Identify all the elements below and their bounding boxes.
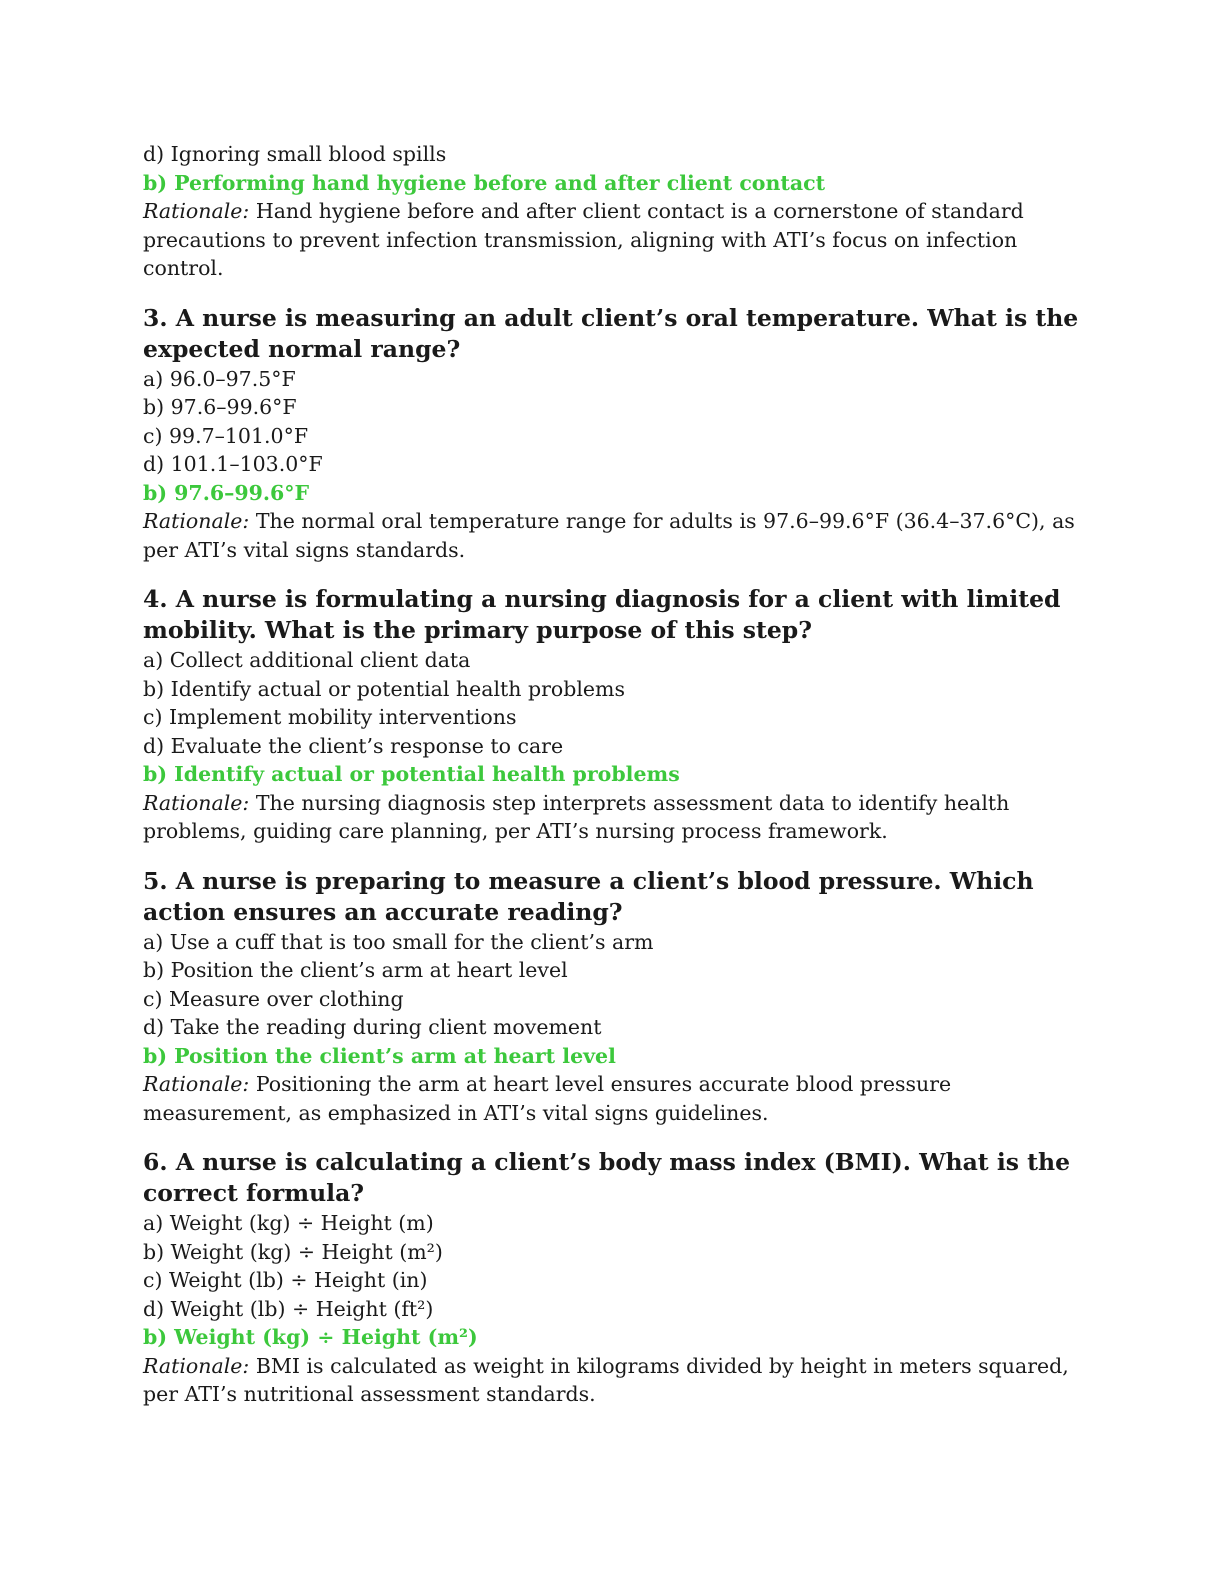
rationale-text: The nursing diagnosis step interprets assessment data to identify health problems, guiding care planning, per ATI’s nursing process framework. [143,790,1010,843]
option-item: b) Position the client’s arm at heart level [143,958,568,982]
option-item: d) Ignoring small blood spills [143,142,447,166]
question-text: 6. A nurse is calculating a client’s body mass index (BMI). What is the correct formula? [143,1148,1071,1207]
option-item: a) Weight (kg) ÷ Height (m) [143,1211,434,1235]
question-text: 3. A nurse is measuring an adult client’s oral temperature. What is the expected normal range? [143,303,1079,363]
rationale [143,789,1083,846]
correct-answer: b) Weight (kg) ÷ Height (m²) [143,1325,478,1349]
option-item: c) Weight (lb) ÷ Height (in) [143,1268,428,1292]
rationale-label: Rationale: [143,199,250,223]
correct-answer: b) Performing hand hygiene before and after client contact [143,170,826,195]
rationale-text: The normal oral temperature range for adults is 97.6–99.6°F (36.4–37.6°C), as per ATI’s vital signs standards. [143,509,1075,562]
option-item: b) Identify actual or potential health problems [143,676,626,701]
option-item: c) Measure over clothing [143,986,404,1011]
option-item: a) Use a cuff that is too small for the client’s arm [143,929,654,954]
rationale-label: Rationale: [143,509,250,533]
option-item: d) Take the reading during client movement [143,1015,602,1039]
question-text: 5. A nurse is preparing to measure a client’s blood pressure. Which action ensures an accurate reading? [143,866,1034,926]
rationale [143,1070,1083,1127]
rationale-label: Rationale: [143,790,250,815]
option-item: a) Collect additional client data [143,648,471,672]
question-block-3 [143,303,1083,565]
question-block-5 [143,866,1083,1128]
rationale [143,507,1083,564]
rationale-text: Positioning the arm at heart level ensures accurate blood pressure measurement, as emphasized in ATI’s vital signs guidelines. [143,1072,952,1125]
document-page [143,140,1083,1409]
correct-answer: b) Position the client’s arm at heart level [143,1043,616,1068]
option-item: c) 99.7–101.0°F [143,423,309,448]
rationale [143,1352,1083,1409]
rationale-text: BMI is calculated as weight in kilograms divided by height in meters squared, per ATI’s nutritional assessment standards. [143,1353,1069,1406]
option-item: b) 97.6–99.6°F [143,395,297,419]
option-item: c) Implement mobility interventions [143,705,517,729]
rationale-label: Rationale: [143,1072,250,1096]
option-item: d) Weight (lb) ÷ Height (ft²) [143,1296,434,1321]
question-block-4 [143,584,1083,846]
option-item: b) Weight (kg) ÷ Height (m²) [143,1239,443,1264]
correct-answer: b) Identify actual or potential health problems [143,762,680,786]
option-item: a) 96.0–97.5°F [143,366,296,391]
option-item: d) Evaluate the client’s response to care [143,733,564,758]
rationale-text: Hand hygiene before and after client contact is a cornerstone of standard precautions to prevent infection transmission, aligning with ATI’s focus on infection control. [143,199,1024,280]
intro-block [143,140,1083,283]
question-text: 4. A nurse is formulating a nursing diagnosis for a client with limited mobility. What is the primary purpose of this step? [143,585,1061,644]
question-block-6 [143,1147,1083,1409]
option-item: d) 101.1–103.0°F [143,452,323,476]
correct-answer: b) 97.6–99.6°F [143,480,310,505]
rationale [143,197,1083,283]
rationale-label: Rationale: [143,1353,250,1378]
